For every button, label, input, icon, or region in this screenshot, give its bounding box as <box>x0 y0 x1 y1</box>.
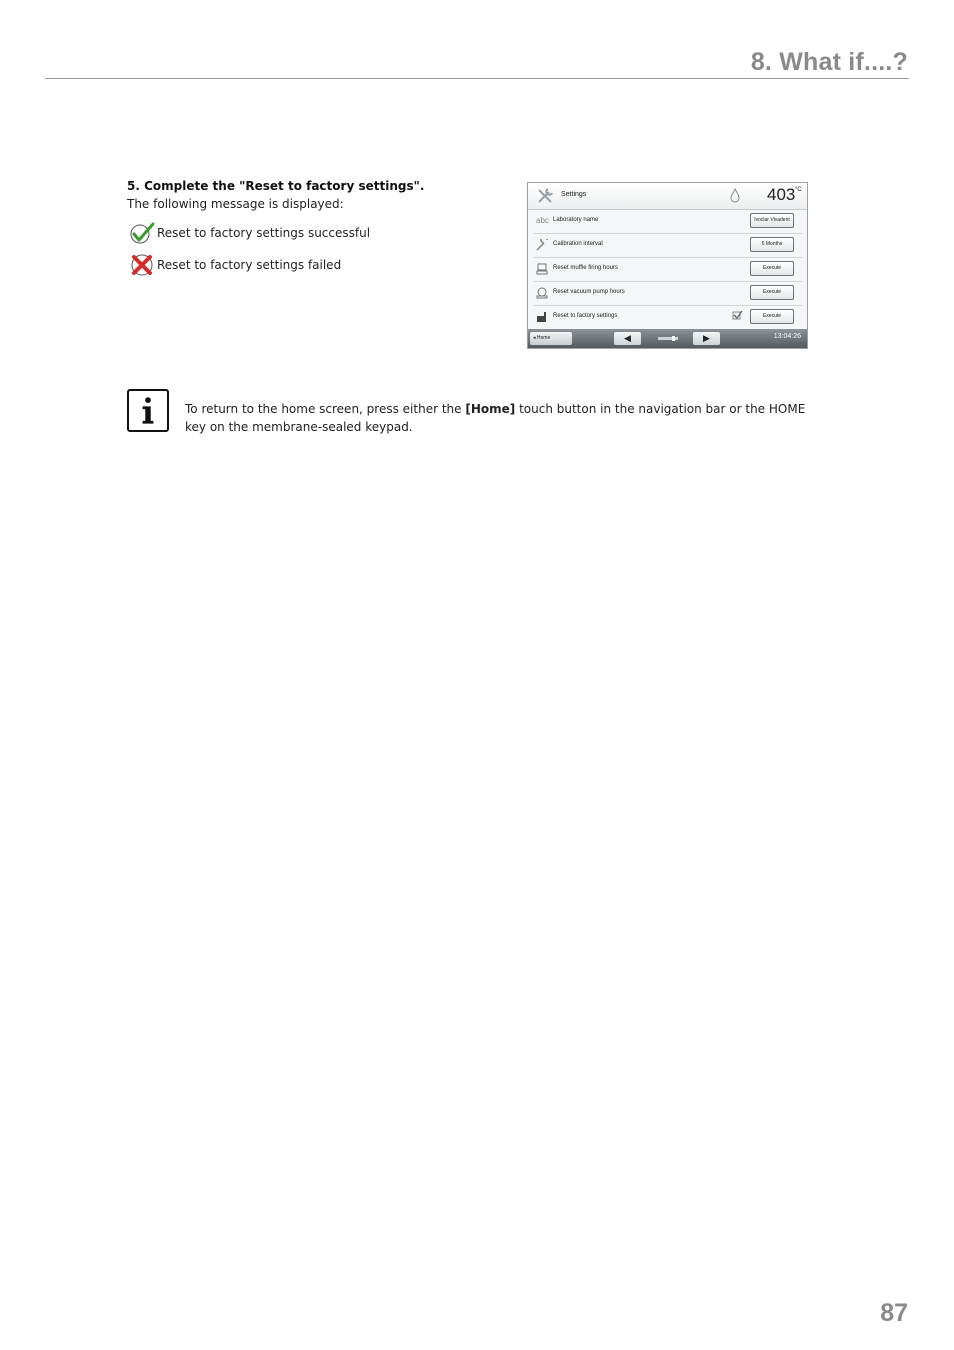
abc-text-icon <box>536 215 552 225</box>
failure-message <box>129 253 341 277</box>
step-heading: 5. Complete the "Reset to factory settings". <box>127 179 425 193</box>
device-screen <box>527 182 808 349</box>
calibration-interval-button[interactable]: 6 Months <box>750 237 794 252</box>
chevron-left-icon: ◂ <box>533 335 536 341</box>
muffle-icon <box>536 263 548 275</box>
failure-message-text: Reset to factory settings failed <box>157 258 342 272</box>
arrow-left-icon: ◀ <box>624 333 631 343</box>
info-note <box>185 400 825 436</box>
home-reference: [Home] <box>465 402 516 416</box>
step-subtext: The following message is displayed: <box>127 197 344 211</box>
device-title: Settings <box>561 191 587 198</box>
vacuum-pump-icon <box>536 287 548 299</box>
reset-vacuum-execute-button[interactable]: Execute <box>750 285 794 300</box>
red-cross-icon <box>129 253 155 277</box>
row-reset-muffle <box>534 257 802 282</box>
chapter-title: 8. What if....? <box>750 48 908 76</box>
row-label: Reset vacuum pump hours <box>553 289 625 295</box>
wrench-icon <box>536 239 550 251</box>
device-header <box>528 183 807 210</box>
info-note-prefix: To return to the home screen, press either the <box>185 402 466 416</box>
home-button[interactable] <box>530 332 572 345</box>
home-button-label: Home <box>536 335 551 341</box>
svg-text:abc: abc <box>536 216 549 225</box>
row-label: Reset muffle firing hours <box>553 265 618 271</box>
settings-tools-icon <box>536 187 554 205</box>
green-check-icon <box>129 221 155 245</box>
reset-factory-execute-button[interactable]: Execute <box>750 309 794 324</box>
device-navigation-bar <box>528 329 807 348</box>
info-note-suffix: touch button in the navigation bar or the HOME key on the membrane-sealed keypad. <box>185 402 806 434</box>
temperature-value: 403 <box>767 185 796 204</box>
temperature-unit: °C <box>795 187 802 193</box>
success-message-text: Reset to factory settings successful <box>157 226 371 240</box>
checkmark-icon <box>732 310 743 321</box>
reset-muffle-execute-button[interactable]: Execute <box>750 261 794 276</box>
previous-page-button[interactable] <box>614 332 641 345</box>
arrow-right-icon: ▶ <box>703 333 710 343</box>
info-icon <box>127 389 169 432</box>
next-page-button[interactable] <box>693 332 720 345</box>
row-label: Calibration interval <box>553 241 603 247</box>
page-indicator <box>658 337 678 340</box>
factory-icon <box>536 311 548 323</box>
row-label: Laboratory name <box>553 217 599 223</box>
header-rule <box>45 78 909 79</box>
page-number: 87 <box>880 1299 908 1327</box>
row-label: Reset to factory settings <box>553 313 618 319</box>
row-calibration-interval <box>534 233 802 258</box>
clock-time: 13:04:26 <box>773 333 801 340</box>
furnace-temperature-icon <box>730 188 740 203</box>
row-laboratory-name <box>534 209 802 234</box>
laboratory-name-button[interactable]: Ivoclar Vivadent <box>750 213 794 228</box>
row-reset-vacuum <box>534 281 802 306</box>
success-message <box>129 221 370 245</box>
row-reset-factory <box>534 305 802 329</box>
